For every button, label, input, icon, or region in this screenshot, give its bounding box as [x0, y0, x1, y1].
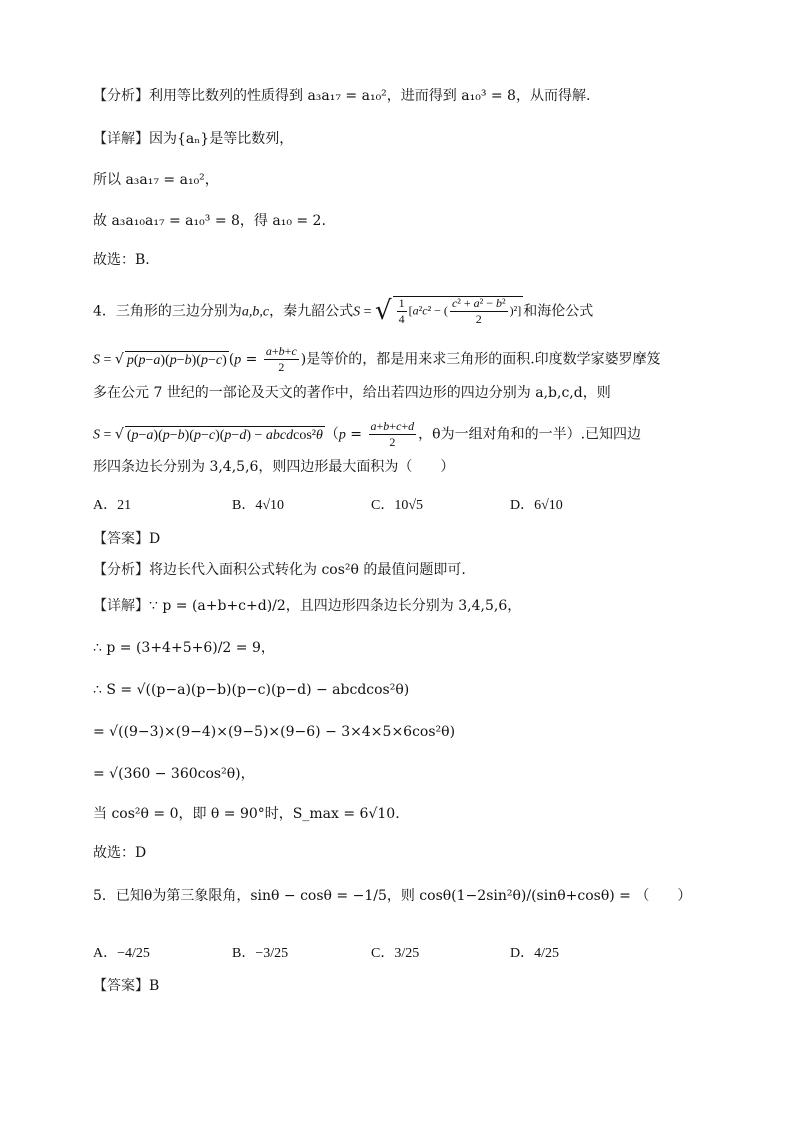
q3-detail-1: [93, 131, 293, 149]
analysis-label: 【分析】: [93, 88, 149, 104]
detail-label: 【详解】: [93, 598, 149, 614]
q5-answer-value: B: [149, 978, 160, 994]
q4-stem-line-3: 多在公元 7 世纪的一部论及天文的著作中，给出若四边形的四边分别为 a,b,c,d，则: [93, 385, 611, 401]
q5-option-a: A．−4/25: [93, 946, 150, 961]
q4-detail-3: ∴ S = √((p−a)(p−b)(p−c)(p−d) − abcdcos²θ): [93, 682, 410, 698]
q4-detail-2: ∴ p = (3+4+5+6)/2 = 9，: [93, 640, 275, 656]
q4-choose: 故选：D: [93, 845, 147, 861]
q4-detail-4: = √((9−3)×(9−4)×(9−5)×(9−6) − 3×4×5×6cos²θ): [93, 724, 456, 740]
q4-answer-value: D: [149, 531, 161, 547]
detail-label: 【详解】: [93, 131, 149, 147]
qin-formula-radicand: $\frac{1}{4}$ [a²c² − ( $\frac{\text{c² + a² − b²}}{2}$ )²]: [393, 296, 524, 326]
q4-detail-5: = √(360 − 360cos²θ)，: [93, 766, 255, 782]
q4-option-a: A．21: [93, 498, 132, 513]
q4-detail-6: 当 cos²θ = 0，即 θ = 90°时，S_max = 6√10.: [93, 806, 400, 822]
q3-detail-text-1: 因为{aₙ}是等比数列，: [149, 131, 294, 147]
q5-option-c: C．3/25: [371, 946, 420, 961]
q5-option-d: D．4/25: [510, 946, 559, 961]
brahmagupta-radicand: (p−a)(p−b)(p−c)(p−d) − abcdcos²θ: [126, 427, 323, 443]
q4-analysis: [93, 562, 466, 580]
q4-stem-1c: ，秦九韶公式: [269, 303, 354, 320]
q3-detail-3: 故 a₃a₁₀a₁₇ = a₁₀³ = 8，得 a₁₀ = 2.: [93, 213, 326, 229]
q4-option-d: D．6√10: [510, 498, 563, 513]
q4-detail-1: [93, 598, 521, 616]
q4-detail-text-1: ∵ p = (a+b+c+d)/2，且四边形四条边长分别为 3,4,5,6，: [149, 598, 522, 614]
q3-analysis: [93, 88, 590, 106]
q5-answer: [93, 978, 159, 996]
heron-radicand: p(p−a)(p−b)(p−c): [126, 352, 227, 368]
q4-option-c: C．10√5: [371, 498, 424, 513]
analysis-label: 【分析】: [93, 562, 149, 578]
q3-choose: 故选：B.: [93, 252, 150, 268]
qin-formula: S: [353, 304, 361, 320]
q4-stem-line-5: 形四条边长分别为 3,4,5,6，则四边形最大面积为（ ）: [93, 459, 455, 475]
q4-option-b: B．4√10: [232, 498, 285, 513]
q4-stem-4: ，θ为一组对角和的一半）.已知四边: [418, 426, 642, 443]
q5-option-b: B．−3/25: [232, 946, 289, 961]
answer-label: 【答案】: [93, 978, 149, 994]
q4-stem-1a: 4．三角形的三边分别为: [93, 303, 242, 320]
q3-detail-2: 所以 a₃a₁₇ = a₁₀²，: [93, 172, 219, 188]
q5-stem: 5．已知θ为第三象限角，sinθ − cosθ = −1/5，则 cosθ(1−2sin²θ)/(sinθ+cosθ) = （ ）: [93, 888, 692, 904]
q4-stem-1b: a,b,c: [241, 304, 270, 320]
q4-analysis-text: 将边长代入面积公式转化为 cos²θ 的最值问题即可.: [149, 562, 466, 578]
q4-stem-line-4: S = √ (p−a)(p−b)(p−c)(p−d) − abcdcos²θ （p = $\frac{a+b+c+d}{2}$ ，θ为一组对角和的一半）.已知四边: [93, 419, 642, 450]
q3-analysis-text: 利用等比数列的性质得到 a₃a₁₇ = a₁₀²，进而得到 a₁₀³ = 8，从而得解.: [149, 88, 591, 104]
answer-label: 【答案】: [93, 531, 149, 547]
heron-formula: S: [93, 352, 100, 368]
q4-stem-line-1: 4．三角形的三边分别为a,b,c，秦九韶公式S = √ $\frac{1}{4}$ [a²c² − ( $\frac{\text{c² + a² − b²}}{2}$ )²] 和海伦公式: [93, 296, 594, 327]
q4-answer: [93, 531, 160, 549]
q4-stem-2: 是等价的，都是用来求三角形的面积.印度数学家婆罗摩笈: [306, 351, 661, 368]
q4-stem-line-2: S = √ p(p−a)(p−b)(p−c) (p = $\frac{a+b+c}{2}$ )是等价的，都是用来求三角形的面积.印度数学家婆罗摩笈: [93, 344, 661, 375]
q4-stem-1d: 和海伦公式: [523, 303, 594, 320]
